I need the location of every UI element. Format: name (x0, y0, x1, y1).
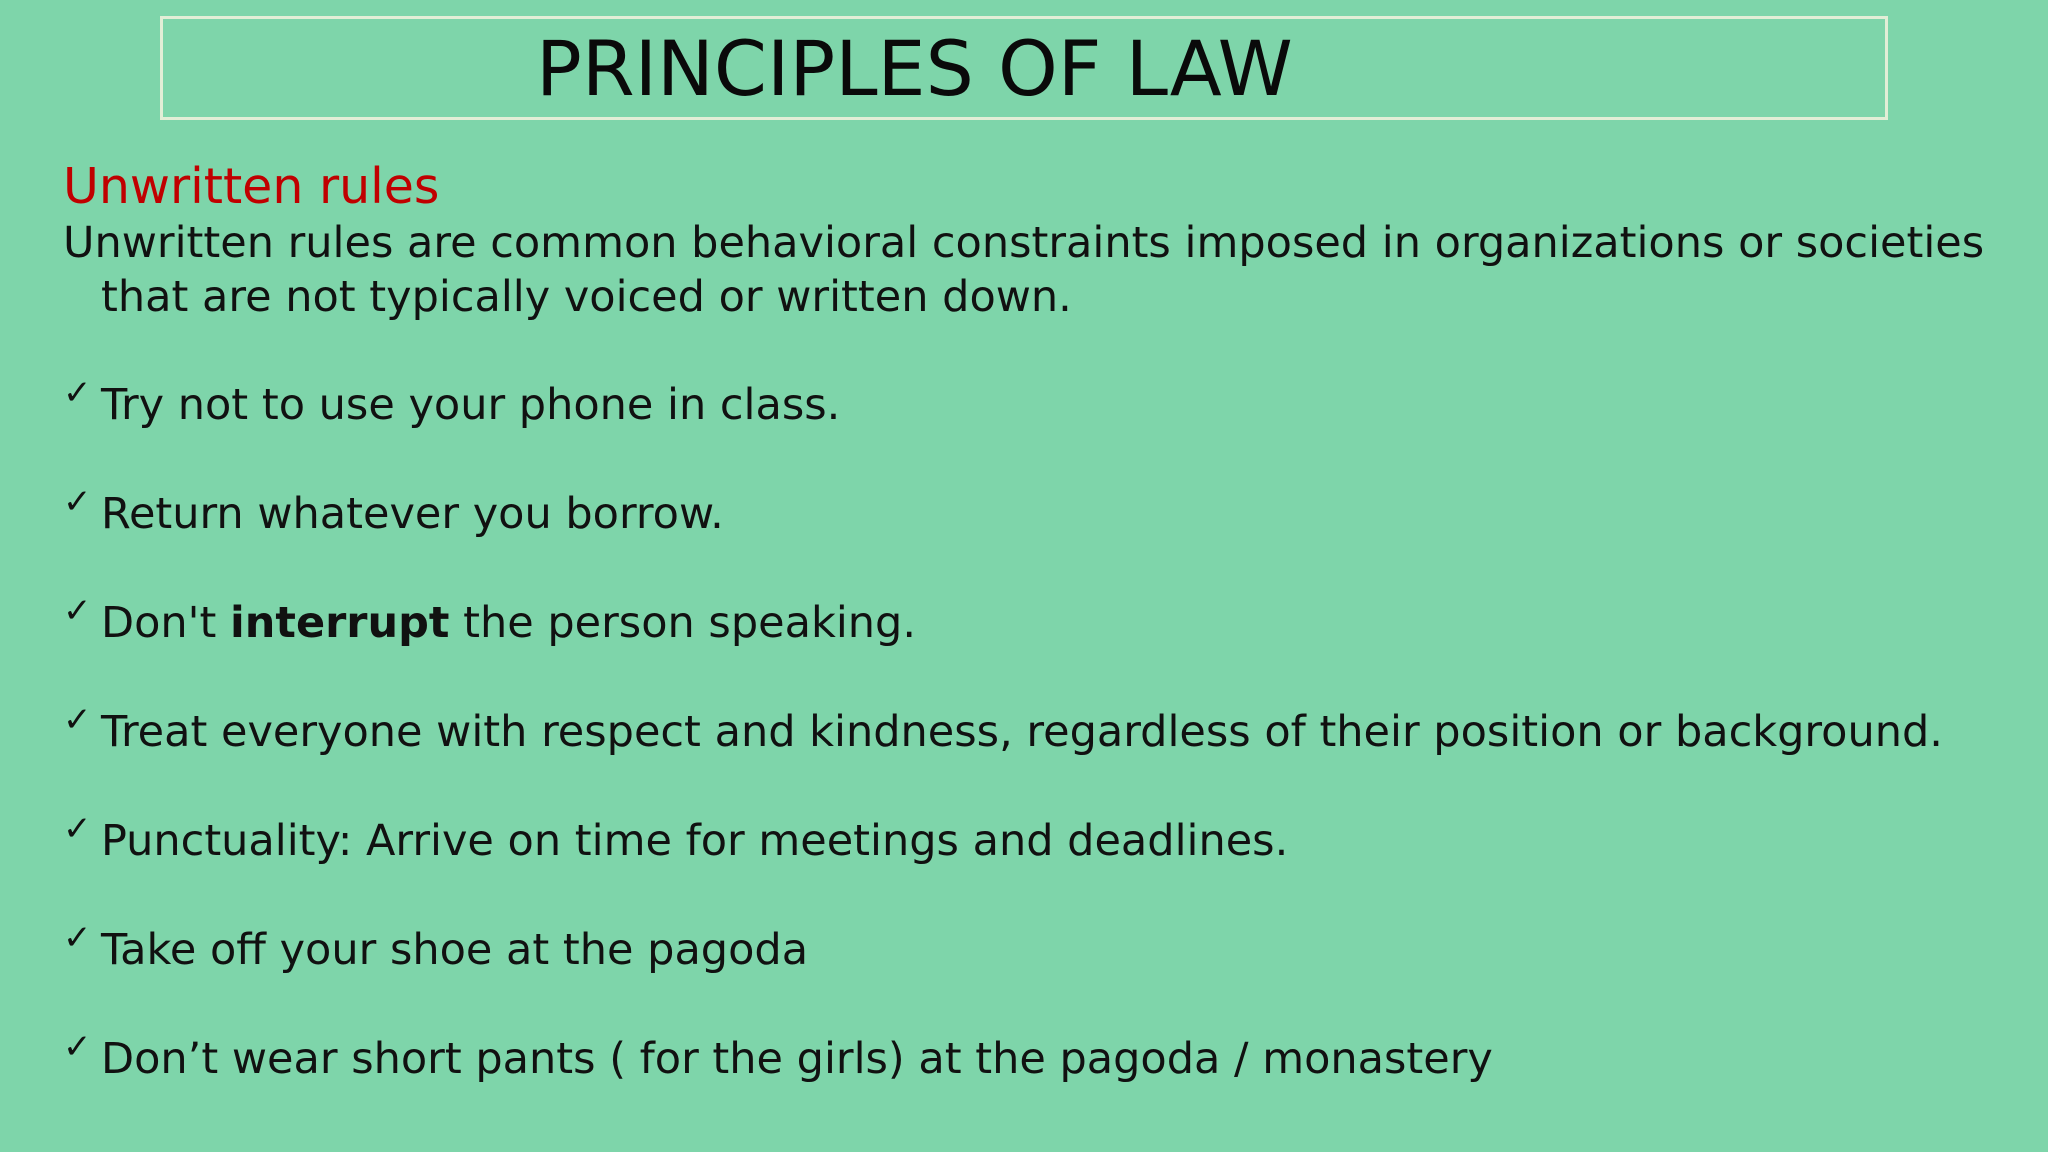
title-box (160, 16, 1888, 120)
rule-text: Return whatever you borrow. (101, 489, 724, 539)
checkmark-icon: ✓ (63, 918, 92, 958)
rule-item (63, 591, 2023, 651)
checkmark-icon: ✓ (63, 1027, 92, 1067)
slide-content (63, 158, 2023, 1141)
slide-title: PRINCIPLES OF LAW (536, 24, 1293, 113)
rule-item (63, 373, 2023, 433)
rule-item (63, 1027, 2023, 1087)
section-heading: Unwritten rules (63, 158, 440, 215)
rule-text: Treat everyone with respect and kindness, regardless of their position or background. (101, 707, 1943, 757)
rule-item (63, 482, 2023, 542)
rule-text: Don’t wear short pants ( for the girls) at the pagoda / monastery (101, 1034, 1493, 1084)
rule-text: Punctuality: Arrive on time for meetings and deadlines. (101, 816, 1289, 866)
rule-item (63, 700, 2023, 760)
intro-paragraph: Unwritten rules are common behavioral constraints imposed in organizations or societies that are not typically voiced or written down. (63, 218, 1985, 322)
rule-item (63, 918, 2023, 978)
rule-text: Don't (101, 598, 231, 648)
rules-list (63, 373, 2023, 1087)
rule-text: Try not to use your phone in class. (101, 380, 841, 430)
checkmark-icon: ✓ (63, 700, 92, 740)
checkmark-icon: ✓ (63, 373, 92, 413)
rule-item (63, 809, 2023, 869)
checkmark-icon: ✓ (63, 591, 92, 631)
rule-text: Take off your shoe at the pagoda (101, 925, 809, 975)
checkmark-icon: ✓ (63, 482, 92, 522)
rule-text-after: the person speaking. (449, 598, 917, 648)
checkmark-icon: ✓ (63, 809, 92, 849)
rule-emphasis: interrupt (230, 598, 450, 648)
